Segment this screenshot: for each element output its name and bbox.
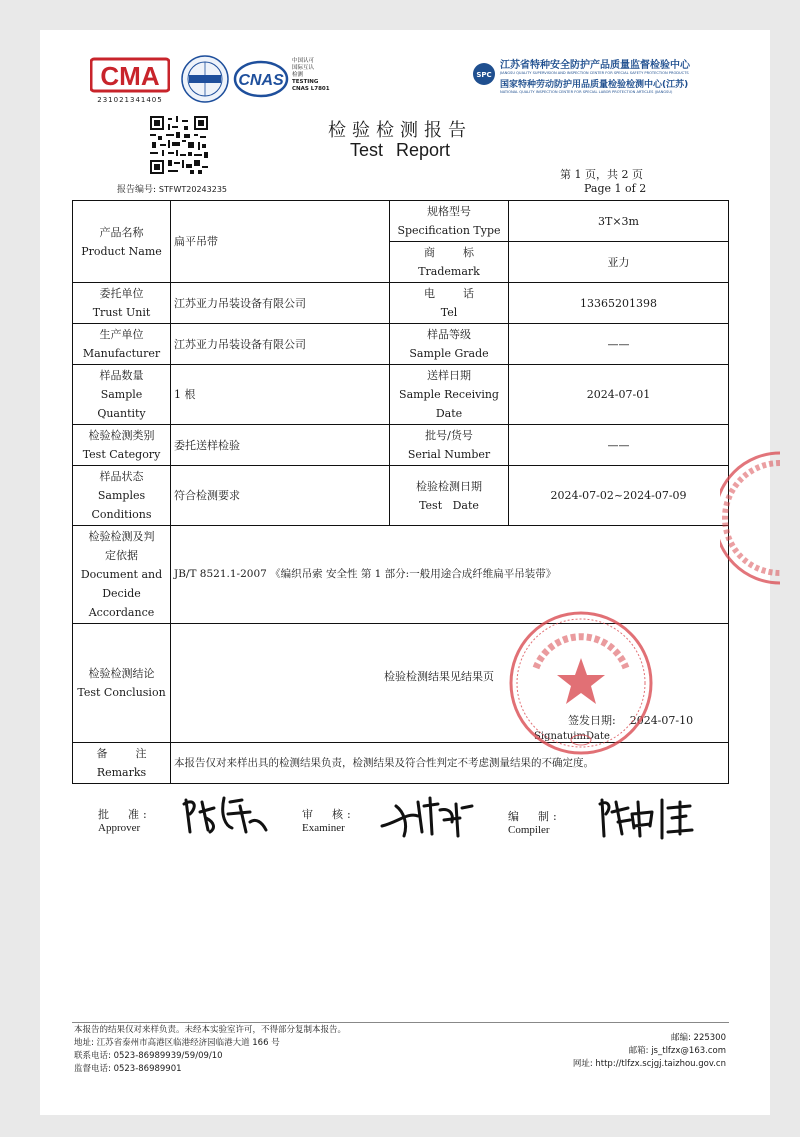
sample-quantity-label: 样品数量 Sample Quantity — [73, 365, 171, 425]
footer-divider — [72, 1022, 729, 1023]
report-title-cn: 检验检测报告 — [328, 120, 472, 141]
conclusion-label: 检验检测结论 Test Conclusion — [73, 624, 171, 743]
document-label: 检验检测及判 定依据 Document and Decide Accordance — [73, 526, 171, 624]
receiving-date-label: 送样日期 Sample Receiving Date — [390, 365, 509, 425]
serial-number-value: —— — [509, 425, 729, 466]
table-row — [73, 283, 729, 324]
tel-label: 电 话 Tel — [390, 283, 509, 324]
footer-address: 地址: 江苏省泰州市高港区临港经济园临港大道 166 号 — [74, 1038, 280, 1048]
institute-name-cn-1: 江苏省特种安全防护产品质量监督检验中心 — [500, 60, 690, 71]
trust-unit-label: 委托单位 Trust Unit — [73, 283, 171, 324]
report-number-value: STFWT20243235 — [158, 185, 228, 194]
approver-signature-icon — [180, 792, 270, 838]
examiner-label-cn: 审 核: — [302, 808, 355, 821]
official-seal-icon — [506, 608, 656, 758]
sample-grade-value: —— — [509, 324, 729, 365]
table-row — [73, 365, 729, 425]
manufacturer-label: 生产单位 Manufacturer — [73, 324, 171, 365]
product-name-label: 产品名称 Product Name — [73, 201, 171, 283]
footer-postcode: 邮编: 225300 — [670, 1033, 726, 1043]
compiler-signature-icon — [596, 794, 696, 842]
remarks-value: 本报告仅对来样出具的检测结果负责，检测结果及符合性判定不考虑测量结果的不确定度。 — [171, 743, 729, 784]
report-number-label: 报告编号: — [117, 185, 157, 195]
cma-logo-icon — [90, 56, 170, 94]
table-row — [73, 425, 729, 466]
report-title-en: Test Report — [349, 140, 451, 160]
cma-code: 231021341405 — [97, 96, 163, 104]
specification-value: 3T×3m — [509, 201, 729, 242]
footer-email: 邮箱: js_tlfzx@163.com — [628, 1046, 726, 1056]
test-date-value: 2024-07-02~2024-07-09 — [509, 466, 729, 526]
compiler-label-en: Compiler — [508, 824, 550, 836]
qr-code-icon — [150, 116, 208, 174]
compiler-block — [508, 808, 561, 836]
page-indicator-en: Page 1 of 2 — [584, 182, 647, 195]
ilac-mra-logo-icon — [180, 54, 230, 104]
compiler-label-cn: 编 制: — [508, 810, 561, 823]
svg-text:CNAS: CNAS — [238, 72, 284, 89]
cnas-logo-icon — [233, 60, 289, 98]
receiving-date-value: 2024-07-01 — [509, 365, 729, 425]
institute-header — [500, 56, 750, 94]
samples-conditions-value: 符合检测要求 — [171, 466, 390, 526]
footer-left — [74, 1024, 346, 1076]
serial-number-label: 批号/货号 Serial Number — [390, 425, 509, 466]
remarks-label: 备 注 Remarks — [73, 743, 171, 784]
document-value: JB/T 8521.1-2007 《编织吊索 安全性 第 1 部分:一般用途合成纤维扁平吊装带》 — [171, 526, 729, 624]
table-row — [73, 201, 729, 242]
page-seal-icon — [720, 448, 780, 588]
sign-date-en: SignatuimDate — [534, 731, 610, 742]
tel-value: 13365201398 — [509, 283, 729, 324]
cnas-info: 中国认可 国际互认 检测 TESTING CNAS L7801 — [292, 58, 330, 92]
report-number — [117, 182, 227, 195]
sample-grade-label: 样品等级 Sample Grade — [390, 324, 509, 365]
report-page — [40, 30, 770, 1115]
approver-label-cn: 批 准: — [98, 808, 151, 821]
footer-disclaimer: 本报告的结果仅对来样负责。未经本实验室许可，不得部分复制本报告。 — [74, 1025, 347, 1035]
sign-date-cn: 签发日期: 2024-07-10 — [568, 714, 694, 727]
examiner-label-en: Examiner — [302, 822, 345, 834]
table-row — [73, 324, 729, 365]
institute-name-cn-2: 国家特种劳动防护用品质量检验检测中心(江苏) — [500, 80, 689, 90]
svg-text:CMA: CMA — [100, 61, 160, 91]
test-date-label: 检验检测日期 Test Date — [390, 466, 509, 526]
svg-text:SPC: SPC — [476, 71, 492, 79]
footer-supervision-phone: 监督电话: 0523-86989901 — [74, 1064, 182, 1074]
trademark-label: 商 标 Trademark — [390, 242, 509, 283]
test-category-label: 检验检测类别 Test Category — [73, 425, 171, 466]
approver-label-en: Approver — [98, 822, 141, 834]
trust-unit-value: 江苏亚力吊装设备有限公司 — [171, 283, 390, 324]
conclusion-value: 检验检测结果见结果页 — [384, 670, 494, 683]
approver-block — [98, 806, 151, 834]
footer-website: 网址: http://tlfzx.scjgj.taizhou.gov.cn — [572, 1059, 726, 1069]
samples-conditions-label: 样品状态 Samples Conditions — [73, 466, 171, 526]
product-name-value: 扁平吊带 — [171, 201, 390, 283]
test-category-value: 委托送样检验 — [171, 425, 390, 466]
sample-quantity-value: 1 根 — [171, 365, 390, 425]
table-row — [73, 466, 729, 526]
examiner-block — [302, 806, 355, 834]
manufacturer-value: 江苏亚力吊装设备有限公司 — [171, 324, 390, 365]
page-indicator-cn: 第 1 页，共 2 页 — [560, 168, 643, 181]
institute-name-en-2: NATIONAL QUALITY INSPECTION CENTER FOR SPECIAL LABOR PROTECTION ARTICLES (JIANGSU) — [500, 90, 673, 94]
footer-right — [573, 1032, 726, 1071]
footer-contact-phone: 联系电话: 0523-86989939/59/09/10 — [74, 1051, 223, 1061]
trademark-value: 亚力 — [509, 242, 729, 283]
spc-emblem-icon — [472, 62, 496, 86]
specification-label: 规格型号 Specification Type — [390, 201, 509, 242]
institute-name-en-1: JIANGSU QUALITY SUPERVISION AND INSPECTION CENTER FOR SPECIAL SAFETY PROTECTION PRODUCTS — [500, 71, 689, 75]
examiner-signature-icon — [378, 792, 478, 840]
